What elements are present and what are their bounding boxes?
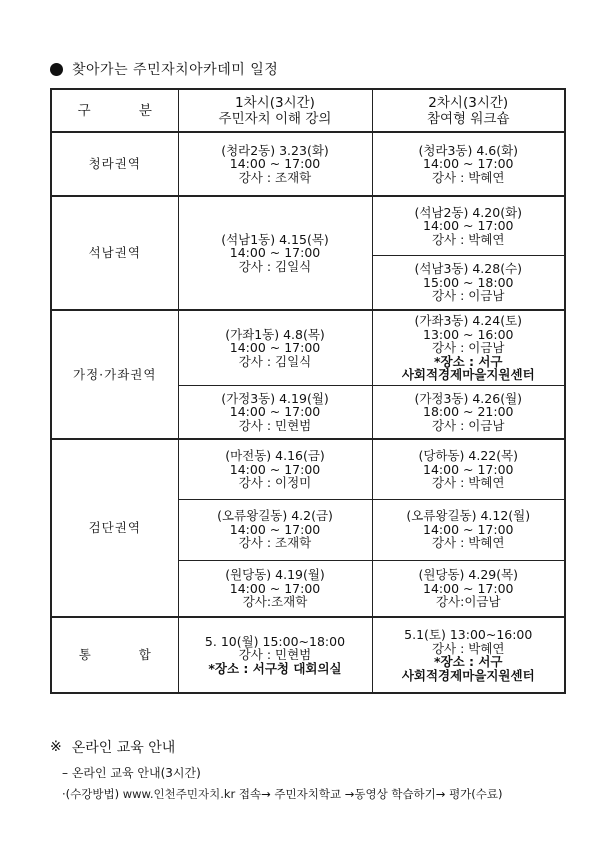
header-division: 구 분 <box>51 89 178 132</box>
session-cell: (청라3동) 4.6(화) 14:00 ~ 17:00 강사 : 박혜연 <box>372 132 565 196</box>
header-session-1: 1차시(3시간) 주민자치 이해 강의 <box>178 89 372 132</box>
schedule-table <box>50 88 566 694</box>
table-header-row <box>51 89 565 132</box>
table-row <box>51 310 565 385</box>
enrollment-method <box>62 786 502 802</box>
table-row <box>51 617 565 693</box>
session-cell: (원당동) 4.19(월) 14:00 ~ 17:00 강사:조재학 <box>178 560 372 617</box>
table-row <box>51 439 565 499</box>
bullet-icon <box>50 63 63 76</box>
session-cell: (석남3동) 4.28(수) 15:00 ~ 18:00 강사 : 이금남 <box>372 255 565 310</box>
region-gajeong: 가정·가좌권역 <box>51 310 178 439</box>
method-label: ·(수강방법) <box>62 787 120 801</box>
session-cell: (석남1동) 4.15(목) 14:00 ~ 17:00 강사 : 김일식 <box>178 196 372 310</box>
session-cell: (가정3동) 4.26(월) 18:00 ~ 21:00 강사 : 이금남 <box>372 385 565 439</box>
session-cell: (가정3동) 4.19(월) 14:00 ~ 17:00 강사 : 민현범 <box>178 385 372 439</box>
session-cell: (오류왕길동) 4.12(월) 14:00 ~ 17:00 강사 : 박혜연 <box>372 499 565 560</box>
table-row <box>51 196 565 255</box>
region-seoknam: 석남권역 <box>51 196 178 310</box>
online-notice-heading <box>50 737 175 757</box>
region-geomdan: 검단권역 <box>51 439 178 617</box>
session-cell: (가좌3동) 4.24(토) 13:00 ~ 16:00 강사 : 이금남 *장소 : 서구 사회적경제마을지원센터 <box>372 310 565 385</box>
session-cell: (오류왕길동) 4.2(금) 14:00 ~ 17:00 강사 : 조재학 <box>178 499 372 560</box>
region-cheongna: 청라권역 <box>51 132 178 196</box>
session-cell: (청라2동) 3.23(화) 14:00 ~ 17:00 강사 : 조재학 <box>178 132 372 196</box>
session-cell: (당하동) 4.22(목) 14:00 ~ 17:00 강사 : 박혜연 <box>372 439 565 499</box>
reference-mark-icon: ※ <box>50 739 62 755</box>
session-cell: (원당동) 4.29(목) 14:00 ~ 17:00 강사:이금남 <box>372 560 565 617</box>
session-cell: (마전동) 4.16(금) 14:00 ~ 17:00 강사 : 이정미 <box>178 439 372 499</box>
method-steps: 접속→ 주민자치학교 →동영상 학습하기→ 평가(수료) <box>238 787 503 801</box>
session-cell: 5. 10(월) 15:00~18:00 강사 : 민현범 *장소 : 서구청 대회의실 <box>178 617 372 693</box>
page-title-text: 찾아가는 주민자치아카데미 일정 <box>72 62 279 78</box>
online-subheading: – 온라인 교육 안내(3시간) <box>62 766 201 780</box>
region-integrated: 통 합 <box>51 617 178 693</box>
header-session-2: 2차시(3시간) 참여형 워크숍 <box>372 89 565 132</box>
online-heading-text: 온라인 교육 안내 <box>71 740 176 756</box>
session-cell: 5.1(토) 13:00~16:00 강사 : 박혜연 *장소 : 서구 사회적경제마을지원센터 <box>372 617 565 693</box>
table-row <box>51 132 565 196</box>
session-cell: (가좌1동) 4.8(목) 14:00 ~ 17:00 강사 : 김일식 <box>178 310 372 385</box>
session-cell: (석남2동) 4.20(화) 14:00 ~ 17:00 강사 : 박혜연 <box>372 196 565 255</box>
page-title <box>50 59 278 79</box>
website-link[interactable]: www.인천주민자치.kr <box>122 787 236 801</box>
